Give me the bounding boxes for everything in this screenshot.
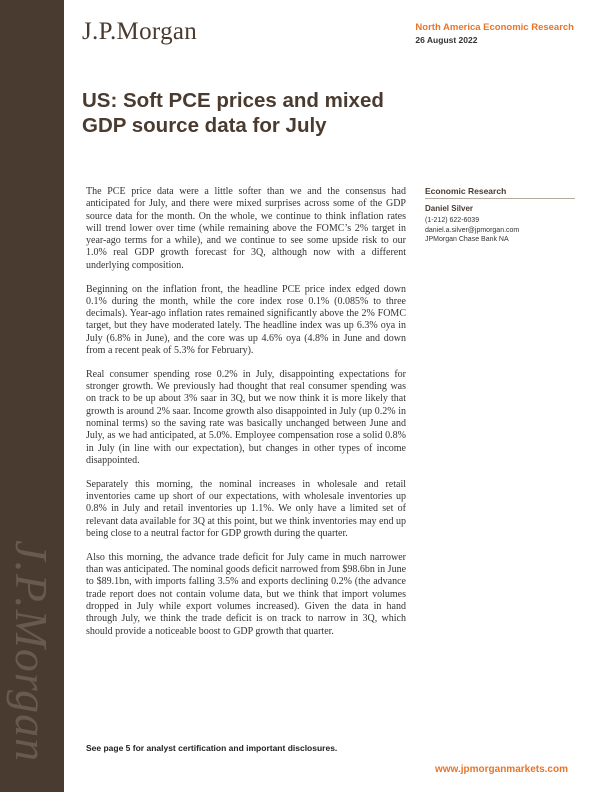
website-link[interactable]: www.jpmorganmarkets.com: [435, 764, 568, 775]
research-heading: Economic Research: [425, 186, 575, 199]
disclosure-note: See page 5 for analyst certification and important disclosures.: [86, 743, 338, 753]
body-paragraph: Separately this morning, the nominal increases in wholesale and retail inventories came up short of our expectations, with wholesale inventories up 0.8% in July and retail inventories up 1.1%. We only have a limited set of relevant data available for 3Q at this point, but we think inventories may end up being close to a neutral factor for GDP growth during the quarter.: [86, 478, 406, 539]
brand-sidebar-band: [0, 0, 64, 792]
analyst-name: Daniel Silver: [425, 204, 474, 213]
analyst-email[interactable]: daniel.a.silver@jpmorgan.com: [425, 226, 520, 234]
report-series: North America Economic Research: [415, 22, 574, 33]
body-paragraph: Beginning on the inflation front, the headline PCE price index edged down 0.1% during the month, while the core index rose 0.1% (0.085% to three decimals). Year-ago inflation rates remained significantly above the 2% FOMC target, but they have moderated lately. The headline index was up 6.3% oya in July (6.8% in June), and the core was up 4.6% oya (4.8% in June and down from a recent peak of 5.3% for February).: [86, 283, 406, 357]
body-paragraph: Also this morning, the advance trade deficit for July came in much narrower than was anticipated. The nominal goods deficit narrowed from $98.6bn in June to $89.1bn, with imports falling 3.5% and exports declining 0.2% (the advance trade report does not contain volume data, but we think that import volumes dropped in July while export volumes increased). Given the data in hand through July, we think the trade deficit is on track to narrow in 3Q, which should provide a noticeable boost to GDP growth that quarter.: [86, 551, 407, 637]
body-paragraph: Real consumer spending rose 0.2% in July, disappointing expectations for stronger growth. We previously had thought that real consumer spending was on track to be up about 3% saar in 3Q, but we now think it is more likely that growth is around 2% saar. Income growth also disappointed in July (up 0.2% in nominal terms) so the saving rate was basically unchanged between June and July, as we had anticipated, at 5.0%. Employee compensation rose a solid 0.8% in July (in line with our expectation), but changes in other types of income disappointed.: [86, 368, 406, 466]
jpmorgan-logo: J.P.Morgan: [82, 18, 198, 45]
analyst-phone: (1-212) 622-6039: [425, 217, 480, 224]
analyst-contact-panel: [425, 186, 575, 245]
page-title: US: Soft PCE prices and mixed GDP source data for July: [82, 89, 384, 137]
report-date: 26 August 2022: [415, 35, 478, 45]
report-header: [415, 22, 574, 45]
sidebar-watermark-logo: J.P.Morgan: [6, 540, 57, 763]
report-body: [86, 186, 406, 649]
analyst-entity: JPMorgan Chase Bank NA: [425, 236, 509, 243]
body-paragraph: The PCE price data were a little softer than we and the consensus had anticipated for July, and there were mixed surprises across some of the GDP source data for the month. On the whole, we continue to think inflation rates will trend lower over time (while remaining above the FOMC’s 2% target in year-ago terms for a while), and we continue to see some upside risk to our 1.0% real GDP growth forecast for 3Q, although now with a different underlying composition.: [86, 186, 406, 271]
